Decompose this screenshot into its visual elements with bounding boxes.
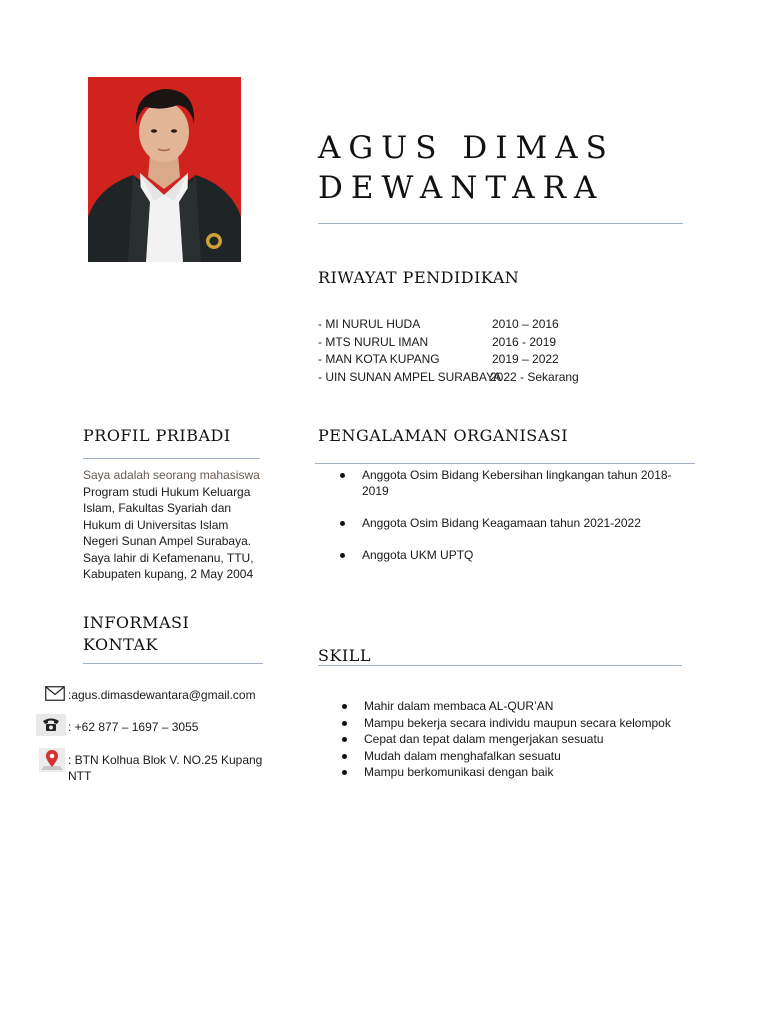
list-item: Anggota UKM UPTQ — [338, 547, 673, 563]
list-item: Mudah dalam menghafalkan sesuatu — [340, 748, 680, 765]
profile-heading: PROFIL PRIBADI — [83, 426, 231, 445]
envelope-icon — [45, 686, 65, 701]
list-item: Mampu berkomunikasi dengan baik — [340, 764, 680, 781]
full-name — [318, 128, 698, 208]
list-item: Anggota Osim Bidang Keagamaan tahun 2021-2022 — [338, 515, 673, 531]
name-divider — [318, 223, 683, 224]
contact-divider — [83, 663, 263, 664]
education-list — [318, 316, 648, 386]
skill-heading: SKILL — [318, 646, 371, 665]
education-item: - MTS NURUL IMAN 2016 - 2019 — [318, 334, 557, 349]
profile-description: Saya adalah seorang mahasiswa Program studi Hukum Keluarga Islam, Fakultas Syariah dan Hukum di Universitas Islam Negeri Sunan Ampel Surabaya. Saya lahir di Kefamenanu, TTU, Kabupaten kupang, 2 May 2004 — [83, 468, 260, 581]
contact-email: :agus.dimasdewantara@gmail.com — [68, 688, 256, 702]
profile-divider — [83, 458, 260, 459]
list-item: Mahir dalam membaca AL-QUR’AN — [340, 698, 680, 715]
telephone-icon — [36, 714, 66, 736]
education-item: - MI NURUL HUDA 2010 – 2016 — [318, 317, 559, 331]
name-line-1: AGUS DIMAS — [318, 130, 615, 166]
map-pin-icon — [39, 748, 65, 772]
profile-photo — [88, 77, 241, 262]
contact-heading: INFORMASI KONTAK — [83, 613, 190, 654]
skill-divider — [318, 665, 682, 666]
education-item: - MAN KOTA KUPANG 2019 – 2022 — [318, 352, 559, 366]
education-heading: RIWAYAT PENDIDIKAN — [318, 268, 520, 287]
name-line-2: DEWANTARA — [318, 170, 605, 206]
skill-list — [340, 698, 680, 781]
list-item: Anggota Osim Bidang Kebersihan lingkangan tahun 2018-2019 — [338, 467, 673, 499]
contact-phone: : +62 877 – 1697 – 3055 — [68, 720, 199, 734]
list-item: Mampu bekerja secara individu maupun secara kelompok — [340, 715, 680, 732]
education-item: - UIN SUNAN AMPEL SURABAYA 2022 - Sekarang — [318, 369, 579, 384]
organization-heading: PENGALAMAN ORGANISASI — [318, 426, 569, 445]
organization-divider — [315, 463, 695, 464]
list-item: Cepat dan tepat dalam mengerjakan sesuatu — [340, 731, 680, 748]
organization-list — [338, 467, 673, 563]
contact-address: : BTN Kolhua Blok V. NO.25 Kupang NTT — [68, 753, 263, 783]
